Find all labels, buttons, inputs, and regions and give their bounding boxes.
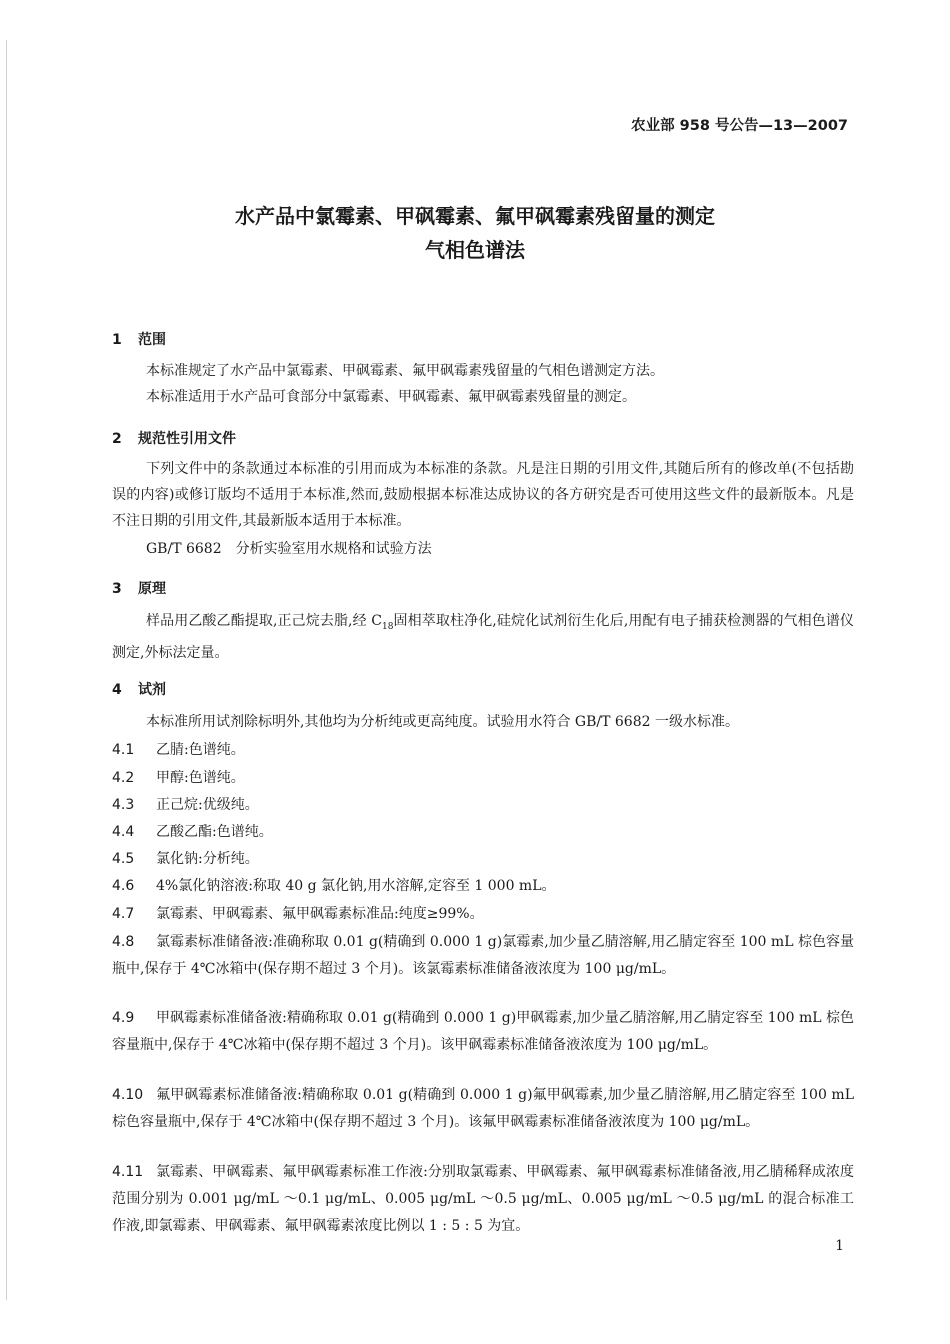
section-number: 1 bbox=[112, 332, 122, 348]
page-number: 1 bbox=[835, 1238, 844, 1254]
item-number: 4.11 bbox=[112, 1164, 144, 1180]
list-item bbox=[112, 765, 245, 791]
list-item bbox=[112, 1005, 854, 1059]
reference-entry: GB/T 6682 分析实验室用水规格和试验方法 bbox=[146, 541, 432, 557]
section-title: 规范性引用文件 bbox=[138, 431, 236, 447]
document-code: 农业部 958 号公告—13—2007 bbox=[631, 118, 848, 134]
list-item bbox=[112, 737, 245, 763]
scan-edge-line bbox=[6, 40, 7, 1300]
item-number: 4.8 bbox=[112, 934, 135, 950]
item-text: 氯霉素、甲砜霉素、氟甲砜霉素标准工作液:分别取氯霉素、甲砜霉素、氟甲砜霉素标准储备液,用乙腈稀释成浓度范围分别为 0.001 μg/mL ～0.1 μg/mL、0.005 μg/mL ～0.5 μg/mL、0.005 μg/mL ～0.5 μg/mL 的混合标准工作液,即氯霉素、甲砜霉素、氟甲砜霉素浓度比例以 1 : 5 : 5 为宜。 bbox=[112, 1164, 854, 1234]
document-title: 水产品中氯霉素、甲砜霉素、氟甲砜霉素残留量的测定 bbox=[235, 204, 715, 228]
list-item bbox=[112, 901, 484, 927]
item-text: 氯霉素、甲砜霉素、氟甲砜霉素标准品:纯度≥99%。 bbox=[156, 906, 484, 922]
item-number: 4.7 bbox=[112, 906, 135, 922]
text-run: 固相萃取柱净化,硅烷化试剂衍生化后,用配有电子捕获检测器的气相色谱仪测定,外标法定量。 bbox=[112, 613, 854, 661]
item-number: 4.10 bbox=[112, 1087, 144, 1103]
item-text: 正己烷:优级纯。 bbox=[156, 797, 259, 813]
document-subtitle: 气相色谱法 bbox=[425, 238, 525, 262]
item-text: 乙酸乙酯:色谱纯。 bbox=[156, 824, 273, 840]
section-heading-reagents bbox=[112, 679, 166, 699]
section-heading-principle bbox=[112, 578, 166, 598]
item-text: 乙腈:色谱纯。 bbox=[156, 742, 245, 758]
paragraph: 下列文件中的条款通过本标准的引用而成为本标准的条款。凡是注日期的引用文件,其随后所有的修改单(不包括勘误的内容)或修订版均不适用于本标准,然而,鼓励根据本标准达成协议的各方研究是否可使用这些文件的最新版本。凡是不注日期的引用文件,其最新版本适用于本标准。 bbox=[112, 461, 854, 529]
list-item bbox=[112, 929, 854, 983]
list-item bbox=[112, 1082, 854, 1136]
item-text: 甲砜霉素标准储备液:精确称取 0.01 g(精确到 0.000 1 g)甲砜霉素,加少量乙腈溶解,用乙腈定容至 100 mL 棕色容量瓶中,保存于 4℃冰箱中(保存期不超过 3 个月)。该甲砜霉素标准储备液浓度为 100 μg/mL。 bbox=[112, 1010, 854, 1053]
item-number: 4.3 bbox=[112, 797, 135, 813]
list-item bbox=[112, 846, 259, 872]
section-title: 试剂 bbox=[138, 682, 166, 698]
item-number: 4.5 bbox=[112, 851, 135, 867]
section-number: 3 bbox=[112, 581, 122, 597]
item-text: 氟甲砜霉素标准储备液:精确称取 0.01 g(精确到 0.000 1 g)氟甲砜霉素,加少量乙腈溶解,用乙腈定容至 100 mL 棕色容量瓶中,保存于 4℃冰箱中(保存期不超过 3 个月)。该氟甲砜霉素标准储备液浓度为 100 μg/mL。 bbox=[112, 1087, 854, 1130]
item-number: 4.1 bbox=[112, 742, 135, 758]
paragraph: 本标准所用试剂除标明外,其他均为分析纯或更高纯度。试验用水符合 GB/T 6682 一级水标准。 bbox=[146, 714, 739, 730]
section-title: 范围 bbox=[138, 332, 166, 348]
item-text: 4%氯化钠溶液:称取 40 g 氯化钠,用水溶解,定容至 1 000 mL。 bbox=[156, 878, 556, 894]
section-heading-scope bbox=[112, 329, 166, 349]
item-number: 4.2 bbox=[112, 770, 135, 786]
item-number: 4.9 bbox=[112, 1010, 135, 1026]
item-text: 甲醇:色谱纯。 bbox=[156, 770, 245, 786]
list-item bbox=[112, 1159, 854, 1240]
list-item bbox=[112, 792, 259, 818]
paragraph: 本标准规定了水产品中氯霉素、甲砜霉素、氟甲砜霉素残留量的气相色谱测定方法。 bbox=[146, 363, 664, 379]
item-text: 氯霉素标准储备液:准确称取 0.01 g(精确到 0.000 1 g)氯霉素,加少量乙腈溶解,用乙腈定容至 100 mL 棕色容量瓶中,保存于 4℃冰箱中(保存期不超过 3 个月)。该氯霉素标准储备液浓度为 100 μg/mL。 bbox=[112, 934, 854, 977]
list-item bbox=[112, 873, 556, 899]
section-number: 4 bbox=[112, 682, 122, 698]
subscript: 18 bbox=[382, 621, 394, 632]
paragraph bbox=[112, 608, 854, 666]
section-heading-normative-references bbox=[112, 428, 236, 448]
item-number: 4.6 bbox=[112, 878, 135, 894]
list-item bbox=[112, 819, 273, 845]
section-title: 原理 bbox=[138, 581, 166, 597]
item-number: 4.4 bbox=[112, 824, 135, 840]
paragraph: 本标准适用于水产品可食部分中氯霉素、甲砜霉素、氟甲砜霉素残留量的测定。 bbox=[146, 389, 636, 405]
section-number: 2 bbox=[112, 431, 122, 447]
item-text: 氯化钠:分析纯。 bbox=[156, 851, 259, 867]
text-run: 样品用乙酸乙酯提取,正己烷去脂,经 C bbox=[146, 613, 382, 629]
